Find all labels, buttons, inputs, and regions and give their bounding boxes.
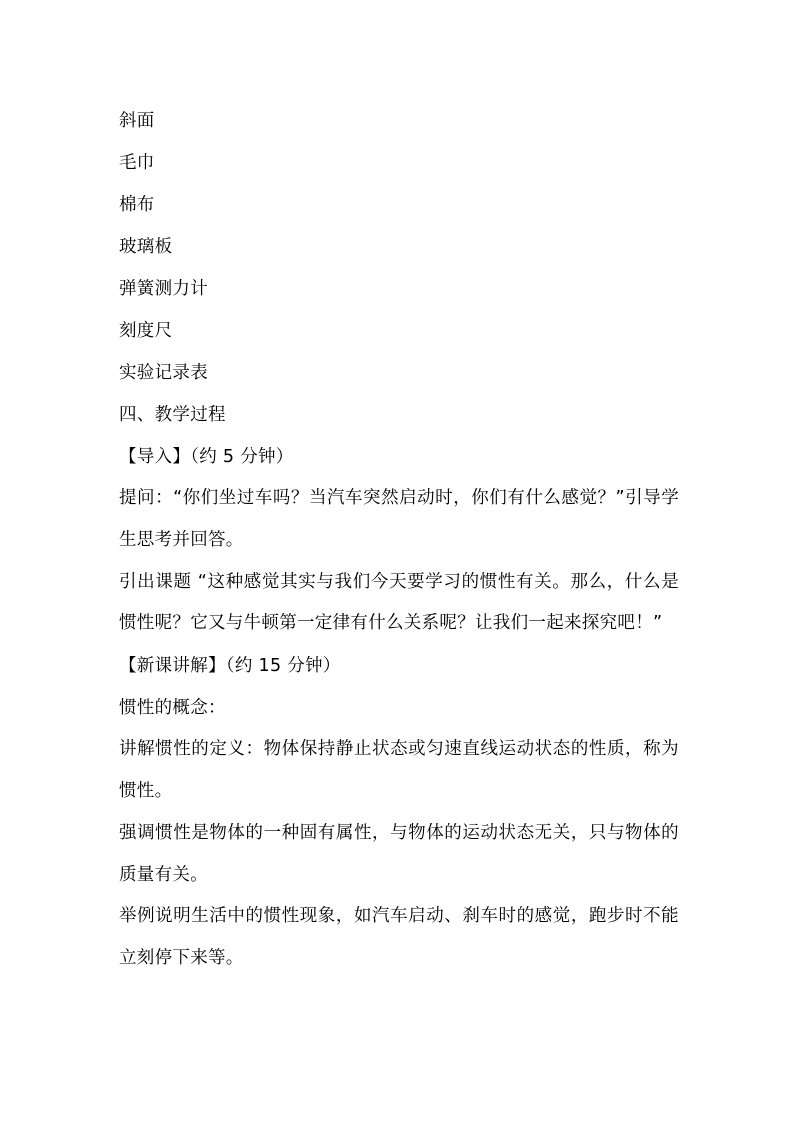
examples-paragraph: 举例说明生活中的惯性现象，如汽车启动、刹车时的感觉，跑步时不能立刻停下来等。: [119, 906, 679, 969]
intro-heading: 【导入】（约 5 分钟）: [119, 447, 294, 467]
lecture-heading: 【新课讲解】（约 15 分钟）: [119, 656, 341, 677]
material-item: 刻度尺: [119, 321, 173, 341]
concept-title: 惯性的概念：: [119, 698, 226, 719]
material-item: 弹簧测力计: [119, 279, 208, 299]
definition-paragraph: 讲解惯性的定义：物体保持静止状态或匀速直线运动状态的性质，称为惯性。: [119, 739, 679, 801]
intro-question: 提问：“你们坐过车吗？当汽车突然启动时，你们有什么感觉？”引导学生思考并回答。: [119, 488, 679, 550]
material-item: 实验记录表: [119, 363, 208, 383]
material-item: 毛巾: [119, 153, 155, 173]
document-body: [119, 100, 679, 980]
material-item: 棉布: [119, 195, 155, 215]
intro-topic: 引出课题 “这种感觉其实与我们今天要学习的惯性有关。那么，什么是惯性呢？它又与牛顿第一定律有什么关系呢？让我们一起来探究吧！”: [119, 571, 679, 634]
material-item: 玻璃板: [119, 237, 173, 257]
section-title: 四、教学过程: [119, 405, 226, 425]
emphasis-paragraph: 强调惯性是物体的一种固有属性，与物体的运动状态无关，只与物体的质量有关。: [119, 822, 679, 885]
material-item: 斜面: [119, 111, 155, 131]
